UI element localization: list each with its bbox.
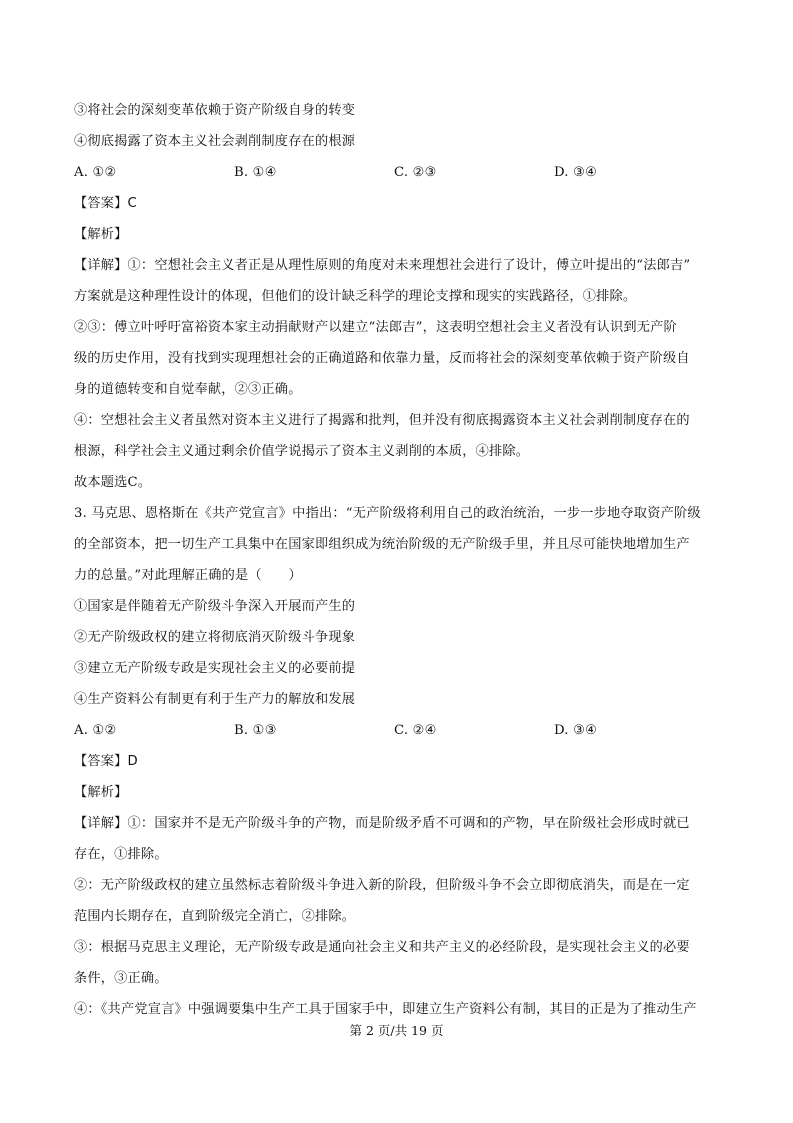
option-c: C. ②③ bbox=[394, 165, 437, 180]
answer-label: 【答案】D bbox=[74, 754, 138, 769]
option-c: C. ②④ bbox=[394, 723, 437, 738]
question-line: 力的总量。”对此理解正确的是（ ） bbox=[74, 568, 302, 583]
statement-line: ②无产阶级政权的建立将彻底消灭阶级斗争现象 bbox=[74, 630, 356, 645]
explanation-line: 身的道德转变和自觉奉献，②③正确。 bbox=[74, 382, 302, 397]
question-line: 的全部资本，把一切生产工具集中在国家即组织成为统治阶级的无产阶级手里，并且尽可能快地增加生产 bbox=[74, 537, 690, 552]
explanation-line: 故本题选C。 bbox=[74, 475, 152, 490]
explanation-line: ④：空想社会主义者虽然对资本主义进行了揭露和批判，但并没有彻底揭露资本主义社会剥削制度存在的 bbox=[74, 413, 690, 428]
option-d: D. ③④ bbox=[554, 723, 598, 738]
option-a: A. ①② bbox=[74, 165, 117, 180]
answer-options bbox=[74, 715, 724, 746]
option-b: B. ①③ bbox=[234, 723, 277, 738]
explanation-line: 条件，③正确。 bbox=[74, 971, 168, 986]
statement-line: ③将社会的深刻变革依赖于资产阶级自身的转变 bbox=[74, 103, 356, 118]
explanation-line: 范围内长期存在，直到阶级完全消亡，②排除。 bbox=[74, 909, 356, 924]
question-line: 3. 马克思、恩格斯在《共产党宣言》中指出：“无产阶级将利用自己的政治统治，一步一步地夺取资产阶级 bbox=[74, 506, 701, 521]
statement-line: ③建立无产阶级专政是实现社会主义的必要前提 bbox=[74, 661, 356, 676]
explanation-line: 【详解】①：空想社会主义者正是从理性原则的角度对未来理想社会进行了设计，傅立叶提出的“法郎吉” bbox=[74, 258, 691, 273]
answer-label: 【答案】C bbox=[74, 196, 137, 211]
statement-line: ④生产资料公有制更有利于生产力的解放和发展 bbox=[74, 692, 356, 707]
page-number: 第 2 页/共 19 页 bbox=[349, 1023, 444, 1038]
analysis-label: 【解析】 bbox=[74, 227, 128, 242]
explanation-line: ④：《共产党宣言》中强调要集中生产工具于国家手中，即建立生产资料公有制，其目的正是为了推动生产 bbox=[74, 1002, 697, 1017]
answer-options bbox=[74, 157, 724, 188]
statement-line: ④彻底揭露了资本主义社会剥削制度存在的根源 bbox=[74, 134, 356, 149]
explanation-line: 级的历史作用，没有找到实现理想社会的正确道路和依靠力量，反而将社会的深刻变革依赖于资产阶级自 bbox=[74, 351, 690, 366]
explanation-line: 【详解】①：国家并不是无产阶级斗争的产物，而是阶级矛盾不可调和的产物，早在阶级社会形成时就已 bbox=[74, 816, 690, 831]
page-content bbox=[74, 95, 724, 1025]
explanation-line: ②③：傅立叶呼吁富裕资本家主动捐献财产以建立“法郎吉”，这表明空想社会主义者没有认识到无产阶 bbox=[74, 320, 677, 335]
option-a: A. ①② bbox=[74, 723, 117, 738]
option-d: D. ③④ bbox=[554, 165, 598, 180]
explanation-line: 存在，①排除。 bbox=[74, 847, 168, 862]
explanation-line: ②：无产阶级政权的建立虽然标志着阶级斗争进入新的阶段，但阶级斗争不会立即彻底消失，而是在一定 bbox=[74, 878, 690, 893]
explanation-line: ③：根据马克思主义理论，无产阶级专政是通向社会主义和共产主义的必经阶段，是实现社会主义的必要 bbox=[74, 940, 690, 955]
explanation-line: 方案就是这种理性设计的体现，但他们的设计缺乏科学的理论支撑和现实的实践路径，①排除。 bbox=[74, 289, 637, 304]
analysis-label: 【解析】 bbox=[74, 785, 128, 800]
explanation-line: 根源，科学社会主义通过剩余价值学说揭示了资本主义剥削的本质，④排除。 bbox=[74, 444, 530, 459]
option-b: B. ①④ bbox=[234, 165, 277, 180]
statement-line: ①国家是伴随着无产阶级斗争深入开展而产生的 bbox=[74, 599, 356, 614]
